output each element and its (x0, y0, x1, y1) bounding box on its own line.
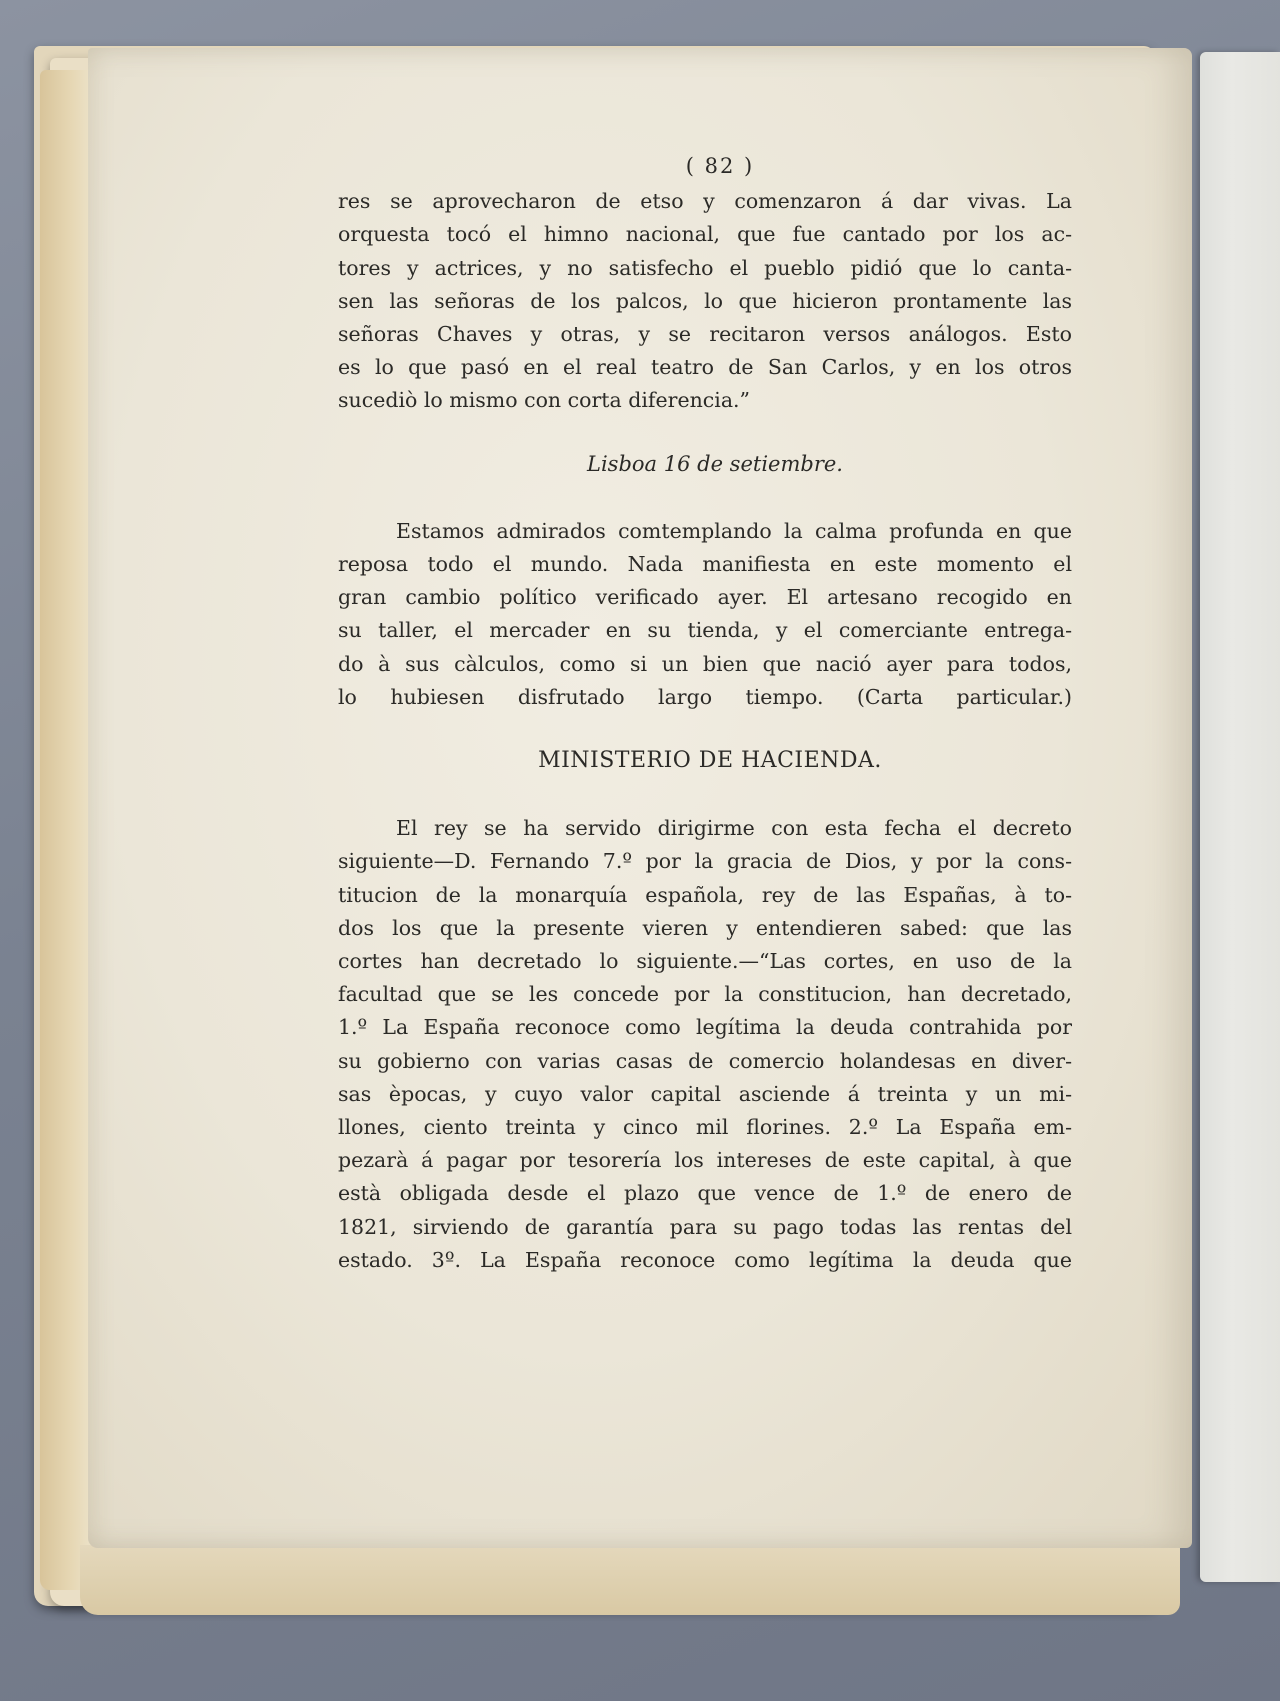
text-line: titucion de la monarquía española, rey de las Españas, à to- (338, 882, 1072, 907)
text-line: sucediò lo mismo con corta diferencia.” (338, 388, 751, 413)
text-line: està obligada desde el plazo que vence de 1.º de enero de (338, 1181, 1072, 1206)
text-line: su gobierno con varias casas de comercio holandesas en diver- (338, 1048, 1072, 1073)
text-line: do à sus càlculos, como si un bien que nació ayer para todos, (338, 651, 1072, 676)
page-text (338, 150, 1072, 1277)
text-line: Estamos admirados comtemplando la calma profunda en que (396, 518, 1072, 543)
text-line: 1.º La España reconoce como legítima la deuda contrahida por (338, 1015, 1072, 1040)
text-line: reposa todo el mundo. Nada manifiesta en este momento el (338, 552, 1072, 577)
page-bottom-edge (80, 1545, 1180, 1615)
text-line: señoras Chaves y otras, y se recitaron versos análogos. Esto (338, 322, 1072, 347)
text-line: sas èpocas, y cuyo valor capital asciende á treinta y un mi- (338, 1081, 1072, 1106)
text-line: dos los que la presente vieren y entendieren sabed: que las (338, 915, 1072, 940)
text-line: cortes han decretado lo siguiente.—“Las cortes, en uso de la (338, 949, 1072, 974)
text-line: El rey se ha servido dirigirme con esta fecha el decreto (396, 816, 1072, 841)
text-line: es lo que pasó en el real teatro de San Carlos, y en los otros (338, 355, 1072, 380)
facing-page-edge (1200, 52, 1280, 1582)
text-line: pezarà á pagar por tesorería los intereses de este capital, à que (338, 1148, 1072, 1173)
dateline: Lisboa 16 de setiembre. (587, 451, 843, 476)
paragraph-theatre (338, 185, 1072, 417)
text-line: llones, ciento treinta y cinco mil florines. 2.º La España em- (338, 1115, 1072, 1140)
page-number: ( 82 ) (685, 154, 755, 178)
paragraph-decree (338, 812, 1072, 1277)
text-line: lo hubiesen disfrutado largo tiempo. (Carta particular.) (338, 684, 1072, 709)
text-line: orquesta tocó el himno nacional, que fue cantado por los ac- (338, 222, 1072, 247)
text-line: 1821, sirviendo de garantía para su pago todas las rentas del (338, 1214, 1072, 1239)
paragraph-lisboa (338, 515, 1072, 714)
text-line: tores y actrices, y no satisfecho el pueblo pidió que lo canta- (338, 255, 1072, 280)
text-line: siguiente—D. Fernando 7.º por la gracia de Dios, y por la cons- (338, 849, 1072, 874)
text-line: sen las señoras de los palcos, lo que hicieron prontamente las (338, 288, 1072, 313)
page-left-edge (40, 70, 92, 1590)
text-line: res se aprovecharon de etso y comenzaron á dar vivas. La (338, 189, 1072, 214)
section-heading: MINISTERIO DE HACIENDA. (538, 748, 882, 774)
text-line: facultad que se les concede por la constitucion, han decretado, (338, 982, 1072, 1007)
text-line: estado. 3º. La España reconoce como legítima la deuda que (338, 1247, 1072, 1272)
text-line: gran cambio político verificado ayer. El artesano recogido en (338, 585, 1072, 610)
text-line: su taller, el mercader en su tienda, y el comerciante entrega- (338, 618, 1072, 643)
